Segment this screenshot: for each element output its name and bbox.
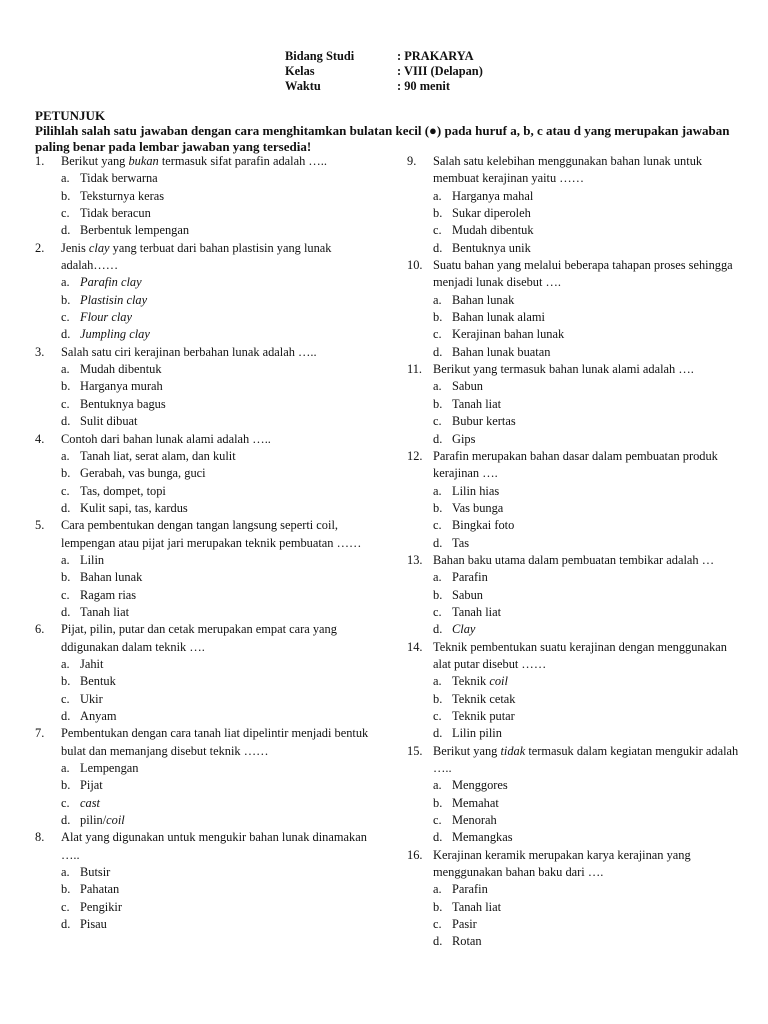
option-letter: b. — [61, 188, 71, 203]
answer-option — [407, 483, 747, 500]
option-text: Berbentuk lempengan — [80, 223, 190, 238]
option-letter: b. — [61, 882, 71, 897]
header-row-time — [285, 79, 483, 94]
question-text: Pembentukan dengan cara tanah liat dipelintir menjadi bentuk bulat dan memanjang disebut teknik …… — [61, 726, 369, 758]
answer-option — [35, 188, 380, 205]
option-text: Tanah liat — [452, 604, 502, 619]
option-letter: d. — [61, 709, 71, 723]
question-item — [35, 621, 380, 725]
option-letter: d. — [433, 240, 443, 255]
question-number: 2. — [35, 240, 45, 255]
question-number: 14. — [407, 639, 423, 654]
question-text: Berikut yang termasuk bahan lunak alami adalah …. — [433, 362, 694, 377]
italic-term: cast — [80, 795, 100, 810]
option-letter: b. — [61, 674, 71, 689]
option-text: Ragam rias — [80, 587, 137, 602]
question-stem — [407, 552, 747, 569]
option-letter: c. — [433, 604, 442, 619]
option-letter: a. — [433, 882, 442, 897]
answer-option — [35, 916, 380, 933]
option-letter: c. — [61, 587, 70, 602]
answer-option — [407, 829, 747, 846]
question-item — [35, 153, 380, 240]
question-item — [407, 448, 747, 552]
question-stem — [407, 743, 747, 778]
option-text: Harganya mahal — [452, 188, 534, 203]
option-letter: c. — [433, 813, 442, 828]
option-text: Harganya murah — [80, 379, 163, 394]
option-text: Parafin — [452, 570, 488, 585]
question-column-right — [407, 153, 747, 951]
option-letter: a. — [433, 188, 442, 203]
question-item — [407, 743, 747, 847]
question-text: Berikut yang bukan termasuk sifat parafin adalah ….. — [61, 154, 327, 168]
option-letter: c. — [61, 691, 70, 706]
option-letter: c. — [61, 396, 70, 411]
option-letter: c. — [433, 223, 442, 238]
question-item — [35, 725, 380, 829]
option-text: Tanah liat — [452, 396, 502, 411]
question-number: 9. — [407, 154, 417, 168]
answer-option — [407, 933, 747, 950]
answer-option — [35, 205, 380, 222]
question-item — [407, 257, 747, 361]
option-text: pilin/coil — [80, 813, 125, 828]
answer-option — [35, 587, 380, 604]
option-text: Flour clay — [80, 310, 132, 325]
question-number: 8. — [35, 830, 45, 845]
answer-option — [407, 205, 747, 222]
answer-option — [35, 569, 380, 586]
option-text: Lempengan — [80, 761, 139, 776]
answer-option — [407, 292, 747, 309]
question-text: Salah satu ciri kerajinan berbahan lunak adalah ….. — [61, 344, 317, 359]
exam-header — [285, 49, 483, 94]
italic-term: bukan — [128, 154, 159, 168]
option-letter: a. — [61, 761, 70, 776]
question-stem — [407, 257, 747, 292]
header-value: : PRAKARYA — [397, 49, 474, 63]
option-text — [80, 795, 380, 812]
option-letter: b. — [61, 778, 71, 793]
question-text: Teknik pembentukan suatu kerajinan dengan menggunakan alat putar disebut …… — [433, 639, 728, 671]
option-letter: d. — [433, 431, 443, 446]
question-item — [407, 361, 747, 448]
option-text: Jumpling clay — [80, 327, 150, 342]
option-text: Vas bunga — [452, 500, 504, 515]
option-letter: d. — [61, 917, 71, 932]
option-letter: b. — [61, 570, 71, 585]
header-label: Bidang Studi — [285, 49, 355, 63]
option-letter: c. — [433, 709, 442, 723]
option-letter: d. — [61, 414, 71, 429]
question-text: Jenis clay yang terbuat dari bahan plastisin yang lunak adalah…… — [61, 240, 332, 273]
answer-option — [35, 881, 380, 898]
option-letter: a. — [433, 674, 442, 689]
question-stem — [407, 639, 747, 674]
option-text: Ukir — [80, 691, 103, 706]
question-item — [35, 431, 380, 518]
question-stem — [35, 240, 380, 275]
option-text: Sukar diperoleh — [452, 206, 531, 221]
answer-option — [35, 777, 380, 794]
option-letter: b. — [433, 795, 443, 810]
option-letter: a. — [433, 379, 442, 394]
answer-option — [35, 413, 380, 430]
answer-option — [407, 431, 747, 448]
answer-option — [407, 708, 747, 725]
answer-option — [407, 378, 747, 395]
answer-option — [35, 656, 380, 673]
option-text: Teksturnya keras — [80, 188, 165, 203]
option-text: Bubur kertas — [452, 414, 516, 429]
question-number: 4. — [35, 431, 45, 446]
question-text: Parafin merupakan bahan dasar dalam pembuatan produk kerajinan …. — [433, 448, 718, 481]
option-text: Sabun — [452, 587, 483, 602]
answer-option — [35, 378, 380, 395]
question-number: 11. — [407, 362, 423, 377]
answer-option — [407, 777, 747, 794]
answer-option — [407, 240, 747, 257]
question-number: 10. — [407, 258, 423, 273]
option-letter: a. — [433, 570, 442, 585]
answer-option — [35, 292, 380, 309]
option-text: Teknik coil — [452, 674, 508, 689]
question-number: 15. — [407, 743, 423, 758]
answer-option — [35, 691, 380, 708]
answer-option — [407, 691, 747, 708]
answer-option — [35, 552, 380, 569]
option-letter: b. — [61, 292, 71, 307]
option-text: Lilin pilin — [452, 726, 502, 741]
option-text: Bahan lunak — [80, 570, 143, 585]
answer-option — [35, 708, 380, 725]
question-number: 5. — [35, 518, 45, 533]
question-stem — [35, 517, 380, 552]
question-number: 7. — [35, 726, 45, 741]
option-text: Tidak berwarna — [80, 171, 158, 186]
question-text: Berikut yang tidak termasuk dalam kegiatan mengukir adalah ….. — [433, 743, 739, 776]
answer-option — [407, 812, 747, 829]
option-letter: d. — [61, 813, 71, 828]
answer-option — [35, 899, 380, 916]
answer-option — [407, 899, 747, 916]
answer-option — [35, 396, 380, 413]
question-text: Contoh dari bahan lunak alami adalah ….. — [61, 431, 271, 446]
option-letter: c. — [61, 795, 70, 810]
answer-option — [407, 725, 747, 742]
option-letter: b. — [433, 206, 443, 221]
option-letter: a. — [61, 448, 70, 463]
option-letter: c. — [433, 917, 442, 932]
option-letter: d. — [433, 622, 443, 637]
option-text: Memangkas — [452, 830, 513, 845]
option-text: Teknik putar — [452, 709, 515, 723]
option-text: Parafin — [452, 882, 488, 897]
question-item — [35, 240, 380, 344]
answer-option — [407, 587, 747, 604]
question-number: 1. — [35, 154, 45, 168]
option-letter: a. — [61, 865, 70, 880]
option-letter: d. — [61, 223, 71, 238]
option-text: Bahan lunak alami — [452, 310, 545, 325]
question-number: 16. — [407, 847, 423, 862]
question-item — [407, 153, 747, 257]
answer-option — [407, 881, 747, 898]
option-text: Gerabah, vas bunga, guci — [80, 466, 206, 481]
italic-term: coil — [489, 674, 508, 689]
option-letter: d. — [61, 327, 71, 342]
option-text: Bentuk — [80, 674, 116, 689]
answer-option — [35, 483, 380, 500]
answer-option — [35, 170, 380, 187]
option-letter: d. — [61, 604, 71, 619]
answer-option — [407, 604, 747, 621]
option-letter: c. — [61, 899, 70, 914]
option-letter: b. — [433, 691, 443, 706]
question-item — [35, 517, 380, 621]
option-text — [452, 621, 747, 638]
option-letter: d. — [61, 500, 71, 515]
answer-option — [35, 864, 380, 881]
question-stem — [407, 847, 747, 882]
option-text: Lilin hias — [452, 483, 500, 498]
option-letter: c. — [433, 327, 442, 342]
question-item — [407, 552, 747, 639]
question-number: 3. — [35, 344, 45, 359]
italic-term: tidak — [500, 743, 526, 758]
option-text: Bentuknya bagus — [80, 396, 166, 411]
header-label: Waktu — [285, 79, 321, 93]
answer-option — [35, 673, 380, 690]
question-stem — [407, 448, 747, 483]
petunjuk-title: PETUNJUK — [35, 108, 106, 123]
option-text: Bahan lunak buatan — [452, 344, 551, 359]
question-text: Kerajinan keramik merupakan karya kerajinan yang menggunakan bahan baku dari …. — [433, 847, 691, 880]
option-letter: d. — [433, 726, 443, 741]
option-text: Pasir — [452, 917, 477, 932]
option-text: Sabun — [452, 379, 483, 394]
option-letter: c. — [61, 310, 70, 325]
option-text: Tanah liat — [452, 899, 502, 914]
option-letter: c. — [61, 206, 70, 221]
option-text: Menggores — [452, 778, 508, 793]
answer-option — [407, 569, 747, 586]
header-row-class — [285, 64, 483, 79]
answer-option — [407, 222, 747, 239]
option-letter: b. — [433, 310, 443, 325]
question-text: Suatu bahan yang melalui beberapa tahapan proses sehingga menjadi lunak disebut …. — [433, 258, 733, 290]
option-letter: a. — [433, 483, 442, 498]
italic-term: Clay — [452, 622, 476, 637]
answer-option — [407, 413, 747, 430]
header-value: : 90 menit — [397, 79, 450, 93]
option-text: Lilin — [80, 552, 105, 567]
option-letter: a. — [61, 552, 70, 567]
answer-option — [35, 448, 380, 465]
answer-option — [407, 517, 747, 534]
option-text: Teknik cetak — [452, 691, 516, 706]
option-text: Mudah dibentuk — [80, 362, 162, 377]
option-letter: b. — [433, 587, 443, 602]
option-letter: d. — [433, 344, 443, 359]
option-text: Mudah dibentuk — [452, 223, 534, 238]
question-text: Salah satu kelebihan menggunakan bahan lunak untuk membuat kerajinan yaitu …… — [433, 154, 703, 186]
option-text: Memahat — [452, 795, 499, 810]
option-text: Pisau — [80, 917, 107, 932]
question-text: Alat yang digunakan untuk mengukir bahan lunak dinamakan ….. — [61, 830, 367, 862]
answer-option — [407, 535, 747, 552]
option-letter: a. — [61, 275, 70, 290]
option-letter: c. — [433, 414, 442, 429]
answer-option — [407, 309, 747, 326]
option-text: Plastisin clay — [80, 292, 148, 307]
question-item — [35, 829, 380, 933]
answer-option — [35, 361, 380, 378]
answer-option — [407, 916, 747, 933]
option-text: Menorah — [452, 813, 497, 828]
option-text: Kerajinan bahan lunak — [452, 327, 565, 342]
answer-option — [35, 309, 380, 326]
option-letter: b. — [61, 379, 71, 394]
answer-option — [35, 274, 380, 291]
option-text: Pijat — [80, 778, 103, 793]
option-letter: b. — [433, 899, 443, 914]
answer-option — [407, 396, 747, 413]
answer-option — [407, 621, 747, 638]
option-text: Butsir — [80, 865, 111, 880]
answer-option — [407, 673, 747, 690]
option-letter: b. — [433, 396, 443, 411]
option-text: Pengikir — [80, 899, 122, 914]
question-stem — [407, 361, 747, 378]
option-letter: b. — [433, 500, 443, 515]
option-text: Tanah liat, serat alam, dan kulit — [80, 448, 236, 463]
question-text: Pijat, pilin, putar dan cetak merupakan empat cara yang ddigunakan dalam teknik …. — [61, 622, 337, 654]
option-text: Rotan — [452, 934, 482, 949]
option-letter: d. — [433, 535, 443, 550]
option-text: Gips — [452, 431, 476, 446]
question-stem — [35, 829, 380, 864]
question-stem — [35, 344, 380, 361]
option-text: Bentuknya unik — [452, 240, 531, 255]
answer-option — [35, 760, 380, 777]
question-stem — [35, 153, 380, 170]
option-letter: c. — [433, 518, 442, 533]
option-letter: d. — [433, 934, 443, 949]
option-letter: a. — [61, 362, 70, 377]
question-item — [407, 847, 747, 951]
answer-option — [35, 604, 380, 621]
option-text: Pahatan — [80, 882, 120, 897]
option-text: Anyam — [80, 709, 117, 723]
answer-option — [407, 326, 747, 343]
option-letter: a. — [433, 778, 442, 793]
italic-term: clay — [88, 240, 110, 255]
question-stem — [35, 431, 380, 448]
question-stem — [35, 725, 380, 760]
answer-option — [35, 500, 380, 517]
option-letter: a. — [61, 171, 70, 186]
option-text: Parafin clay — [80, 275, 142, 290]
answer-option — [35, 465, 380, 482]
question-item — [35, 344, 380, 431]
option-letter: a. — [61, 656, 70, 671]
header-label: Kelas — [285, 64, 315, 78]
question-number: 12. — [407, 448, 423, 463]
question-stem — [407, 153, 747, 188]
option-text: Bahan lunak — [452, 292, 515, 307]
option-letter: c. — [61, 483, 70, 498]
header-value: : VIII (Delapan) — [397, 64, 483, 78]
option-letter: b. — [61, 466, 71, 481]
italic-term: coil — [106, 813, 125, 828]
option-text: Tidak beracun — [80, 206, 151, 221]
instruction-text: Pilihlah salah satu jawaban dengan cara menghitamkan bulatan kecil (●) pada huruf a, b, c atau d yang merupakan jawaban paling benar pada lembar jawaban yang tersedia! — [35, 123, 730, 154]
question-number: 13. — [407, 552, 423, 567]
option-text: Tanah liat — [80, 604, 130, 619]
option-text: Tas, dompet, topi — [80, 483, 166, 498]
question-column-left — [35, 153, 380, 933]
option-text: Jahit — [80, 656, 104, 671]
question-stem — [35, 621, 380, 656]
answer-option — [35, 326, 380, 343]
option-letter: a. — [433, 292, 442, 307]
answer-option — [407, 795, 747, 812]
option-letter: d. — [433, 830, 443, 845]
answer-option — [407, 500, 747, 517]
option-text: Kulit sapi, tas, kardus — [80, 500, 188, 515]
option-text: Sulit dibuat — [80, 414, 138, 429]
answer-option — [407, 344, 747, 361]
answer-option — [35, 222, 380, 239]
header-row-subject — [285, 49, 483, 64]
answer-option — [35, 795, 380, 812]
option-text: Tas — [452, 535, 470, 550]
answer-option — [35, 812, 380, 829]
question-text: Cara pembentukan dengan tangan langsung seperti coil, lempengan atau pijat jari merupakan teknik pembuatan …… — [61, 518, 362, 550]
question-text: Bahan baku utama dalam pembuatan tembikar adalah … — [433, 552, 715, 567]
answer-option — [407, 188, 747, 205]
option-text: Bingkai foto — [452, 518, 515, 533]
question-item — [407, 639, 747, 743]
question-number: 6. — [35, 622, 45, 637]
